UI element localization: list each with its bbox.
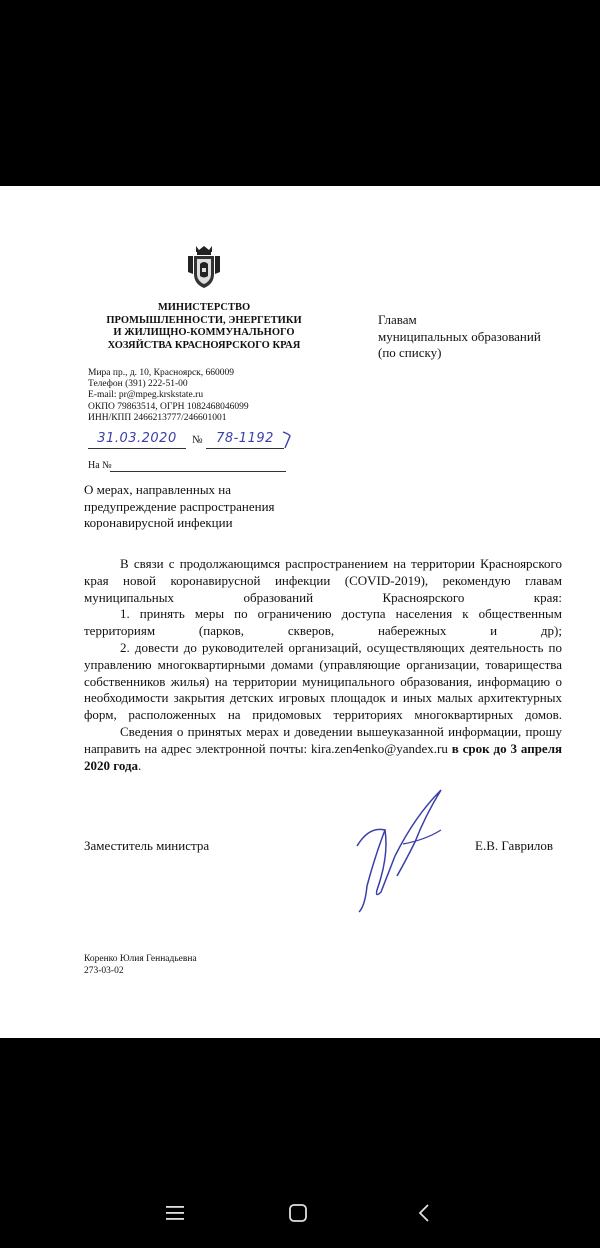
executor-name: Коренко Юлия Геннадьевна bbox=[84, 954, 197, 964]
registration-date: 31.03.2020 bbox=[88, 430, 186, 449]
recipient-line: Главам bbox=[378, 312, 417, 327]
executor-info bbox=[84, 954, 284, 977]
reference-label: На № bbox=[88, 460, 112, 471]
handwritten-signature bbox=[345, 786, 465, 916]
signer-title: Заместитель министра bbox=[84, 838, 210, 853]
recipient-line: (по списку) bbox=[378, 345, 442, 360]
phone-line: Телефон (391) 222-51-00 bbox=[88, 379, 188, 390]
coat-of-arms-icon bbox=[186, 244, 222, 290]
body-paragraph-request bbox=[84, 724, 562, 774]
body-paragraph-item-2: 2. довести до руководителей организаций, осуществляющих деятельность по управлению многоквартирными домами (управляющие организации, товарищества собственников жилья) на территории муниципального образования, информацию о необходимости закрытия детских игровых площадок и иных малых архитектурных форм, расположенных на придомовых территориях многоквартирных домов. bbox=[84, 639, 562, 723]
subject-line: О мерах, направленных на bbox=[84, 482, 232, 497]
registration-line bbox=[88, 430, 298, 450]
ministry-contacts bbox=[88, 368, 328, 424]
ministry-line: ПРОМЫШЛЕННОСТИ, ЭНЕРГЕТИКИ bbox=[106, 314, 302, 326]
ministry-line: МИНИСТЕРСТВО bbox=[157, 302, 251, 313]
email-line: E-mail: pr@mpeg.krskstate.ru bbox=[88, 390, 204, 401]
subject-line: предупреждение распространения bbox=[84, 498, 275, 514]
registration-number: 78-1192 bbox=[206, 430, 284, 449]
recipient-block bbox=[378, 312, 578, 362]
request-end: . bbox=[138, 757, 142, 773]
nav-home-button[interactable] bbox=[283, 1198, 313, 1228]
inn-line: ИНН/КПП 2466213777/246601001 bbox=[88, 412, 227, 423]
subject-line: коронавирусной инфекции bbox=[84, 515, 233, 530]
recipient-line: муниципальных образований bbox=[378, 328, 541, 344]
ministry-name bbox=[84, 302, 324, 352]
reference-blank bbox=[110, 471, 286, 472]
document-page bbox=[0, 186, 600, 1038]
address-line: Мира пр., д. 10, Красноярск, 660009 bbox=[88, 368, 235, 378]
signer-name: Е.В. Гаврилов bbox=[475, 838, 554, 853]
nav-menu-button[interactable] bbox=[160, 1198, 190, 1228]
ministry-line: И ЖИЛИЩНО-КОММУНАЛЬНОГО bbox=[113, 327, 295, 338]
request-text: Сведения о принятых мерах и доведении вышеуказанной информации, прошу направить на адрес электронной почты: kira.zen4enko@yandex.ru bbox=[84, 723, 562, 756]
letter-subject bbox=[84, 482, 344, 532]
request-deadline: в срок до 3 апреля 2020 года bbox=[84, 740, 563, 773]
body-paragraph-item-1: 1. принять меры по ограничению доступа населения к общественным территориям (парков, скверов, набережных и др); bbox=[84, 606, 562, 639]
letter-body bbox=[84, 556, 562, 774]
ministry-line: ХОЗЯЙСТВА КРАСНОЯРСКОГО КРАЯ bbox=[107, 339, 301, 351]
home-icon bbox=[288, 1203, 308, 1223]
top-black-bar bbox=[0, 0, 600, 186]
okpo-line: ОКПО 79863514, ОГРН 1082468046099 bbox=[88, 401, 249, 412]
reference-line bbox=[88, 460, 298, 474]
body-paragraph-intro: В связи с продолжающимся распространением на территории Красноярского края новой коронавирусной инфекции (COVID-2019), рекомендую главам муниципальных образований Красноярского края: bbox=[84, 556, 562, 605]
registration-number-label: № bbox=[192, 434, 203, 446]
menu-icon bbox=[165, 1204, 185, 1222]
nav-back-button[interactable] bbox=[410, 1198, 440, 1228]
back-icon bbox=[415, 1203, 435, 1223]
handwritten-slash-icon bbox=[281, 430, 293, 450]
executor-phone: 273-03-02 bbox=[84, 965, 124, 976]
